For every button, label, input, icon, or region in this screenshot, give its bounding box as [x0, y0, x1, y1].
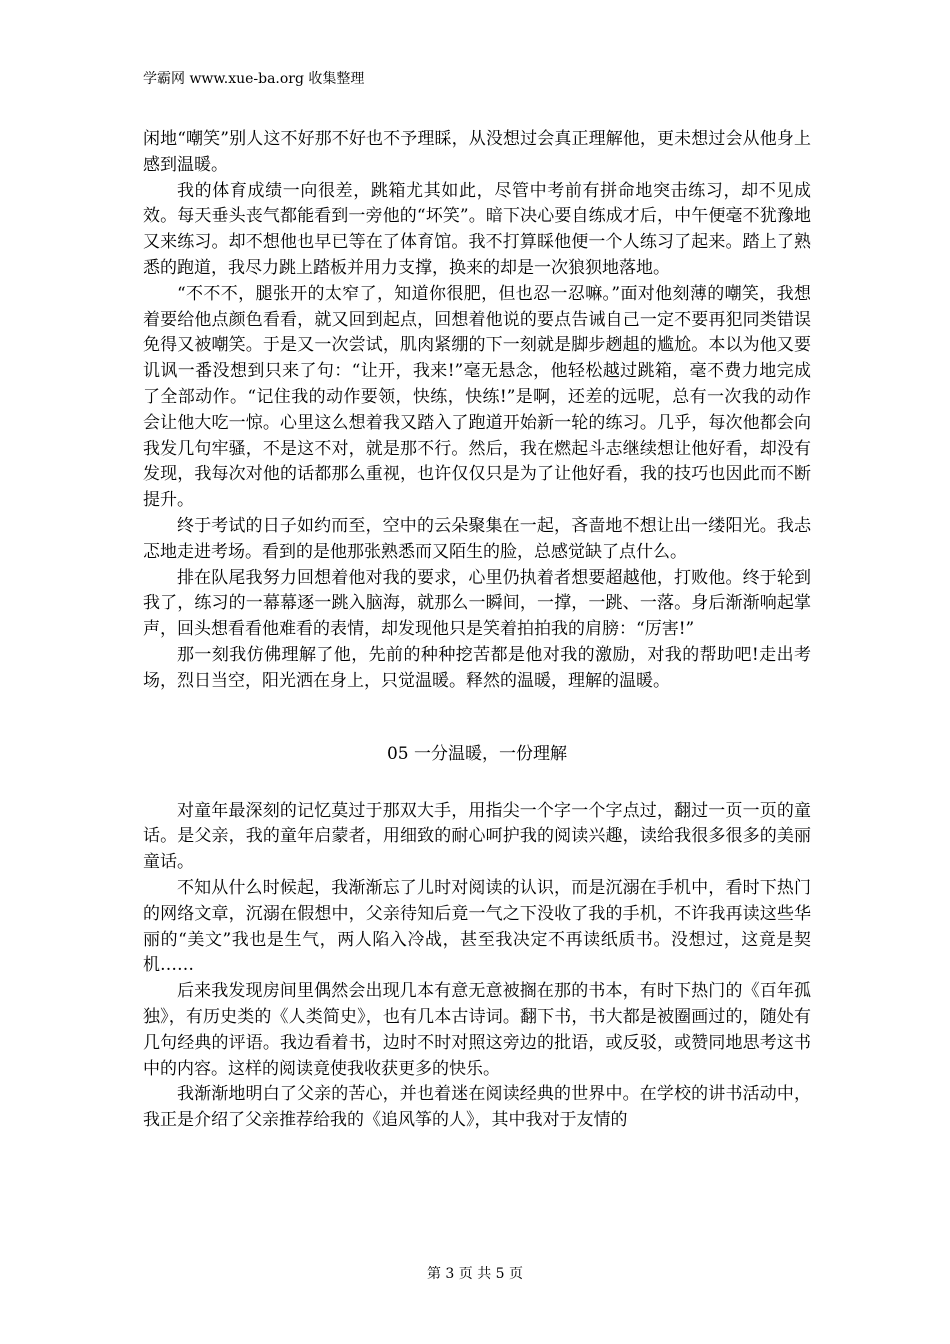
paragraph: 终于考试的日子如约而至，空中的云朵聚集在一起，吝啬地不想让出一缕阳光。我忐忑地走进考场。看到的是他那张熟悉而又陌生的脸，总感觉缺了点什么。: [143, 515, 811, 562]
paragraph: 后来我发现房间里偶然会出现几本有意无意被搁在那的书本，有时下热门的《百年孤独》，有历史类的《人类简史》，也有几本古诗词。翻下书，书大都是被圈画过的，随处有几句经典的评语。我边看着书，边时不时对照这旁边的批语，或反驳，或赞同地思考这书中的内容。这样的阅读竟使我收获更多的快乐。: [143, 981, 811, 1079]
document-body: [143, 127, 811, 1134]
paragraph: 不知从什么时候起，我渐渐忘了儿时对阅读的认识，而是沉溺在手机中，看时下热门的网络文章，沉溺在假想中，父亲待知后竟一气之下没收了我的手机，不许我再读这些华丽的“美文”我也是生气，两人陷入冷战，甚至我决定不再读纸质书。没想过，这竟是契机……: [143, 877, 811, 976]
paragraph: 对童年最深刻的记忆莫过于那双大手，用指尖一个字一个字点过，翻过一页一页的童话。是父亲，我的童年启蒙者，用细致的耐心呵护我的阅读兴趣，读给我很多很多的美丽童话。: [143, 800, 811, 873]
section-title: 05 一分温暖，一份理解: [386, 743, 568, 764]
paragraph: 我的体育成绩一向很差，跳箱尤其如此，尽管中考前有拼命地突击练习，却不见成效。每天垂头丧气都能看到一旁他的“坏笑”。暗下决心要自练成才后，中午便毫不犹豫地又来练习。却不想他也早已等在了体育馆。我不打算睬他便一个人练习了起来。踏上了熟悉的跑道，我尽力跳上踏板并用力支撑，换来的却是一次狼狈地落地。: [143, 180, 811, 278]
paragraph: 闲地“嘲笑”别人这不好那不好也不予理睬，从没想过会真正理解他，更未想过会从他身上感到温暖。: [143, 129, 811, 175]
paragraph: 排在队尾我努力回想着他对我的要求，心里仍执着者想要超越他，打败他。终于轮到我了，练习的一幕幕逐一跳入脑海，就那么一瞬间，一撑，一跳、一落。身后渐渐响起掌声，回头想看看他难看的表情，却发现他只是笑着拍拍我的肩膀：“厉害!”: [143, 567, 811, 640]
paragraph: 我渐渐地明白了父亲的苦心，并也着迷在阅读经典的世界中。在学校的讲书活动中，我正是介绍了父亲推荐给我的《追风筝的人》，其中我对于友情的: [143, 1084, 811, 1131]
paragraph: “不不不，腿张开的太窄了，知道你很肥，但也忍一忍嘛。”面对他刻薄的嘲笑，我想着要给他点颜色看看，就又回到起点，回想着他说的要点告诫自己一定不要再犯同类错误免得又被嘲笑。于是又一次尝试，肌肉紧绷的下一刻就是脚步趔趄的尴尬。本以为他又要讥讽一番没想到只来了句：“让开，我来!”毫无悬念，他轻松越过跳箱，毫不费力地完成了全部动作。“记住我的动作要领，快练，快练!”是啊，还差的远呢，总有一次我的动作会让他大吃一惊。心里这么想着我又踏入了跑道开始新一轮的练习。几乎，每次他都会向我发几句牢骚，不是这不对，就是那不行。然后，我在燃起斗志继续想让他好看，却没有发现，我每次对他的话都那么重视，也许仅仅只是为了让他好看，我的技巧也因此而不断提升。: [143, 283, 811, 511]
page-footer: 第 3 页 共 5 页: [426, 1266, 524, 1282]
paragraph: 那一刻我仿佛理解了他，先前的种种挖苦都是他对我的激励，对我的帮助吧!走出考场，烈日当空，阳光洒在身上，只觉温暖。释然的温暖，理解的温暖。: [143, 644, 811, 691]
page-header: 学霸网 www.xue-ba.org 收集整理: [143, 71, 365, 87]
